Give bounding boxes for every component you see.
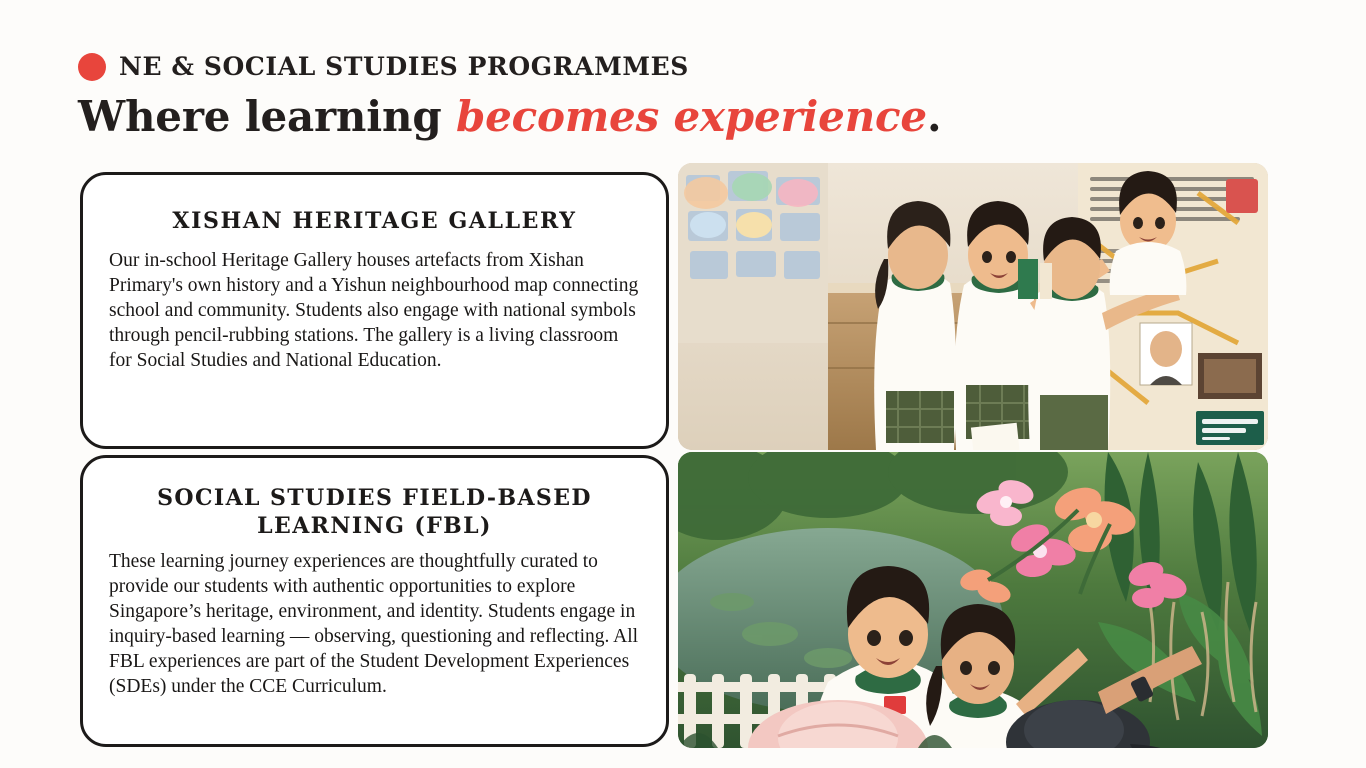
photo-heritage-gallery [678,163,1268,450]
eyebrow [78,52,689,81]
headline-period: . [926,92,942,141]
card-field-based-learning [80,455,669,747]
eyebrow-label: NE & SOCIAL STUDIES PROGRAMMES [119,52,689,81]
photo-heritage-gallery-illustration [678,163,1268,450]
card-heritage-gallery [80,172,669,449]
headline-part1: Where learning [78,92,456,141]
page-title [78,92,941,141]
card-title: SOCIAL STUDIES FIELD-BASED LEARNING (FBL) [157,485,592,540]
card-title: XISHAN HERITAGE GALLERY [172,208,577,234]
card-body: Our in-school Heritage Gallery houses artefacts from Xishan Primary's own history and a Yishun neighbourhood map connecting school and community. Students also engage with national symbols through pencil-rubbing stations. The gallery is a living classroom for Social Studies and National Education. [109,250,639,371]
headline-accent: becomes experience [455,92,927,141]
red-dot-icon [78,53,106,81]
photo-field-based-learning [678,452,1268,748]
photo-garden-illustration [678,452,1268,748]
card-body: These learning journey experiences are thoughtfully curated to provide our students with authentic opportunities to explore Singapore’s heritage, environment, and identity. Students engage in inquiry-based learning — observing, questioning and reflecting. All FBL experiences are part of the Student Development Experiences (SDEs) under the CCE Curriculum. [109,551,639,698]
